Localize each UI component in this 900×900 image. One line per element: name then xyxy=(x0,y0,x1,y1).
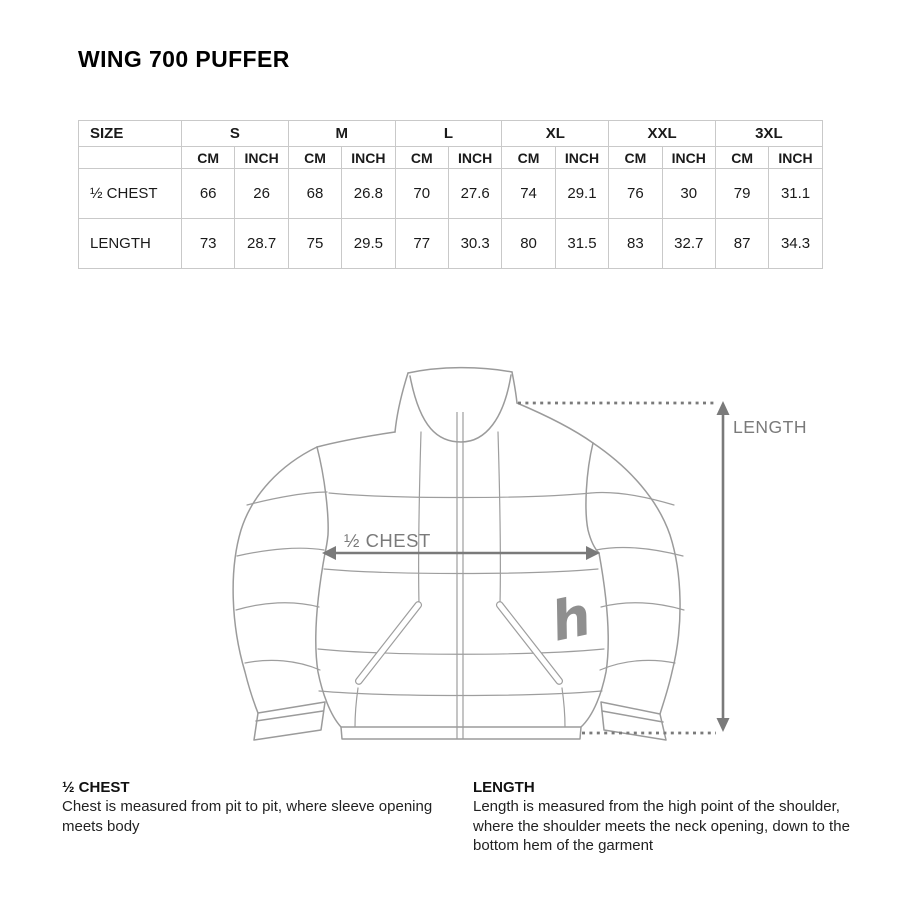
unit-header-inch: INCH xyxy=(235,147,288,169)
measurement-row-label: ½ CHEST xyxy=(79,169,182,219)
brand-logo: h xyxy=(545,584,597,654)
note-heading-chest: ½ CHEST xyxy=(62,779,130,796)
measurement-value-cell: 31.5 xyxy=(555,219,608,269)
measurement-value-cell: 87 xyxy=(715,219,768,269)
page-title: WING 700 PUFFER xyxy=(78,46,290,72)
length-arrowhead-top xyxy=(717,401,730,415)
left-cuff xyxy=(254,702,325,740)
measurement-value-cell: 79 xyxy=(715,169,768,219)
unit-header-inch: INCH xyxy=(662,147,715,169)
unit-header-cm: CM xyxy=(609,147,662,169)
size-column-header-m: M xyxy=(288,121,395,147)
length-measurement-arrow xyxy=(717,401,730,732)
unit-header-cm: CM xyxy=(288,147,341,169)
measurement-value-cell: 68 xyxy=(288,169,341,219)
jacket-zipper xyxy=(457,412,463,739)
left-body-edge xyxy=(316,553,341,727)
length-measurement-label: LENGTH xyxy=(733,417,807,437)
measurement-value-cell: 80 xyxy=(502,219,555,269)
measurement-value-cell: 66 xyxy=(182,169,235,219)
unit-header-inch: INCH xyxy=(555,147,608,169)
hem-band xyxy=(341,727,581,739)
measurement-value-cell: 29.5 xyxy=(342,219,395,269)
size-column-header-s: S xyxy=(182,121,289,147)
measurement-value-cell: 75 xyxy=(288,219,341,269)
unit-header-cm: CM xyxy=(395,147,448,169)
size-column-header-3xl: 3XL xyxy=(715,121,822,147)
measurement-note-length xyxy=(473,779,861,856)
note-body-length: Length is measured from the high point of the shoulder, where the shoulder meets the neck opening, down to the bottom hem of the garment xyxy=(473,798,850,854)
unit-header-inch: INCH xyxy=(448,147,501,169)
size-chart-corner-header: SIZE xyxy=(79,121,182,147)
size-column-header-l: L xyxy=(395,121,502,147)
jacket-pockets xyxy=(354,600,563,685)
measurement-row-label: LENGTH xyxy=(79,219,182,269)
measurement-value-cell: 76 xyxy=(609,169,662,219)
left-shoulder xyxy=(317,432,395,447)
measurement-value-cell: 77 xyxy=(395,219,448,269)
left-armhole-seam xyxy=(317,447,328,553)
measurement-value-cell: 30 xyxy=(662,169,715,219)
note-body-chest: Chest is measured from pit to pit, where sleeve opening meets body xyxy=(62,798,433,835)
unit-header-inch: INCH xyxy=(769,147,822,169)
measurement-value-cell: 32.7 xyxy=(662,219,715,269)
length-arrowhead-bottom xyxy=(717,718,730,732)
unit-header-inch: INCH xyxy=(342,147,395,169)
chest-arrowhead-right xyxy=(586,546,600,560)
right-armhole-seam xyxy=(586,443,599,553)
measurement-note-chest xyxy=(62,779,462,836)
measurement-value-cell: 34.3 xyxy=(769,219,822,269)
collar-inner-seam xyxy=(410,375,511,442)
unit-header-cm: CM xyxy=(502,147,555,169)
right-shoulder xyxy=(517,403,593,443)
left-cuff-seam xyxy=(256,711,323,721)
measurement-value-cell: 26 xyxy=(235,169,288,219)
length-guide-dotted-lines xyxy=(518,403,716,733)
size-column-header-xl: XL xyxy=(502,121,609,147)
left-sleeve-outer xyxy=(233,447,317,713)
jacket-quilting-seams xyxy=(236,432,684,727)
measurement-value-cell: 28.7 xyxy=(235,219,288,269)
measurement-value-cell: 70 xyxy=(395,169,448,219)
unit-header-cm: CM xyxy=(182,147,235,169)
collar-right-edge xyxy=(512,372,517,403)
collar-left-edge xyxy=(395,373,408,432)
unit-header-cm: CM xyxy=(715,147,768,169)
size-column-header-xxl: XXL xyxy=(609,121,716,147)
measurement-value-cell: 29.1 xyxy=(555,169,608,219)
collar-top-edge xyxy=(408,368,512,373)
measurement-value-cell: 27.6 xyxy=(448,169,501,219)
measurement-value-cell: 30.3 xyxy=(448,219,501,269)
measurement-value-cell: 31.1 xyxy=(769,169,822,219)
measurement-value-cell: 26.8 xyxy=(342,169,395,219)
note-heading-length: LENGTH xyxy=(473,779,535,796)
measurement-value-cell: 74 xyxy=(502,169,555,219)
left-pocket xyxy=(354,600,422,685)
chest-measurement-label: ½ CHEST xyxy=(344,530,431,551)
measurement-value-cell: 83 xyxy=(609,219,662,269)
measurement-value-cell: 73 xyxy=(182,219,235,269)
